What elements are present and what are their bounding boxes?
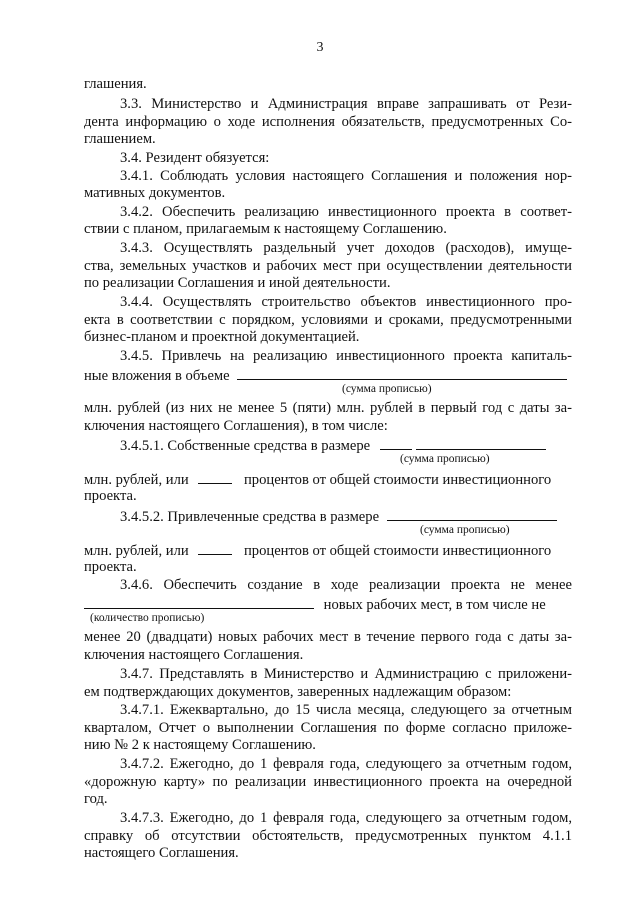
text-line: ствии с планом, прилагаемым к настоящему Соглашению. xyxy=(84,221,447,237)
text-line xyxy=(84,366,572,385)
text-line xyxy=(84,541,572,560)
text-line xyxy=(84,470,572,489)
page-number: 3 xyxy=(316,40,324,55)
text-line: бизнес-планом и проектной документацией. xyxy=(84,329,360,345)
text-line: «дорожную карту» по реализации инвестиционного проекта на очередной xyxy=(84,774,572,790)
line-text: млн. рублей, или xyxy=(84,543,189,559)
text-line: настоящего Соглашения. xyxy=(84,845,239,861)
text-line: ключения настоящего Соглашения. xyxy=(84,647,304,663)
text-line xyxy=(120,436,572,455)
line-text: процентов от общей стоимости инвестиционного xyxy=(243,472,552,488)
field-hint: (количество прописью) xyxy=(90,612,205,624)
text-line: екта в соответствии с порядком, условиями и сроками, предусмотренными xyxy=(84,312,572,328)
field-hint: (сумма прописью) xyxy=(400,453,490,465)
text-line: год. xyxy=(84,791,108,807)
text-line: по реализации Соглашения и иной деятельности. xyxy=(84,275,391,291)
own-funds-blank-line xyxy=(380,436,412,450)
text-line: 3.4.7.1. Ежеквартально, до 15 числа месяца, следующего за отчетным xyxy=(120,702,572,718)
text-line: нию № 2 к настоящему Соглашению. xyxy=(84,737,316,753)
field-hint: (сумма прописью) xyxy=(342,383,432,395)
text-line: 3.4.6. Обеспечить создание в ходе реализации проекта не менее xyxy=(120,577,572,593)
text-line: 3.4.7.3. Ежегодно, до 1 февраля года, следующего за отчетным годом, xyxy=(120,810,572,826)
text-line: мативных документов. xyxy=(84,185,226,201)
own-funds-blank-line-2 xyxy=(416,436,546,450)
line-text: новых рабочих мест, в том числе не xyxy=(323,597,546,613)
text-line: 3.3. Министерство и Администрация вправе запрашивать от Рези- xyxy=(120,96,572,112)
field-hint: (сумма прописью) xyxy=(420,524,510,536)
text-line: менее 20 (двадцати) новых рабочих мест в течение первого года с даты за- xyxy=(84,629,572,645)
text-line: 3.4. Резидент обязуется: xyxy=(120,150,270,166)
text-line: проекта. xyxy=(84,559,137,575)
line-text: процентов от общей стоимости инвестиционного xyxy=(243,543,552,559)
text-line: глашением. xyxy=(84,131,156,147)
amount-blank-line xyxy=(237,366,567,380)
text-line: справку об отсутствии обстоятельств, предусмотренных пунктом 4.1.1 xyxy=(84,828,572,844)
text-line: 3.4.1. Соблюдать условия настоящего Соглашения и положения нор- xyxy=(120,168,572,184)
text-line: 3.4.7.2. Ежегодно, до 1 февраля года, следующего за отчетным годом, xyxy=(120,756,572,772)
text-line: 3.4.2. Обеспечить реализацию инвестиционного проекта в соответ- xyxy=(120,204,572,220)
jobs-blank-line xyxy=(84,595,314,609)
percent-blank-line xyxy=(198,470,232,484)
text-line: 3.4.7. Представлять в Министерство и Администрацию с приложени- xyxy=(120,666,572,682)
text-line: 3.4.3. Осуществлять раздельный учет доходов (расходов), имуще- xyxy=(120,240,572,256)
borrowed-funds-blank-line xyxy=(387,507,557,521)
line-text: млн. рублей, или xyxy=(84,472,189,488)
text-line: проекта. xyxy=(84,488,137,504)
percent-blank-line xyxy=(198,541,232,555)
text-line: кварталом, Отчет о выполнении Соглашения по форме согласно приложе- xyxy=(84,720,572,736)
text-line: 3.4.4. Осуществлять строительство объектов инвестиционного про- xyxy=(120,294,572,310)
text-line: ства, земельных участков и рабочих мест при осуществлении деятельности xyxy=(84,258,572,274)
text-line: глашения. xyxy=(84,76,147,92)
text-line: дента информацию о ходе исполнения обязательств, предусмотренных Со- xyxy=(84,114,572,130)
text-line: 3.4.5. Привлечь на реализацию инвестиционного проекта капиталь- xyxy=(120,348,572,364)
text-line: ем подтверждающих документов, заверенных надлежащим образом: xyxy=(84,684,512,700)
text-line: млн. рублей (из них не менее 5 (пяти) млн. рублей в первый год с даты за- xyxy=(84,400,572,416)
line-text: 3.4.5.1. Собственные средства в размере xyxy=(120,438,371,454)
text-line: ключения настоящего Соглашения), в том числе: xyxy=(84,418,388,434)
line-text: ные вложения в объеме xyxy=(84,368,230,384)
line-text: 3.4.5.2. Привлеченные средства в размере xyxy=(120,509,380,525)
